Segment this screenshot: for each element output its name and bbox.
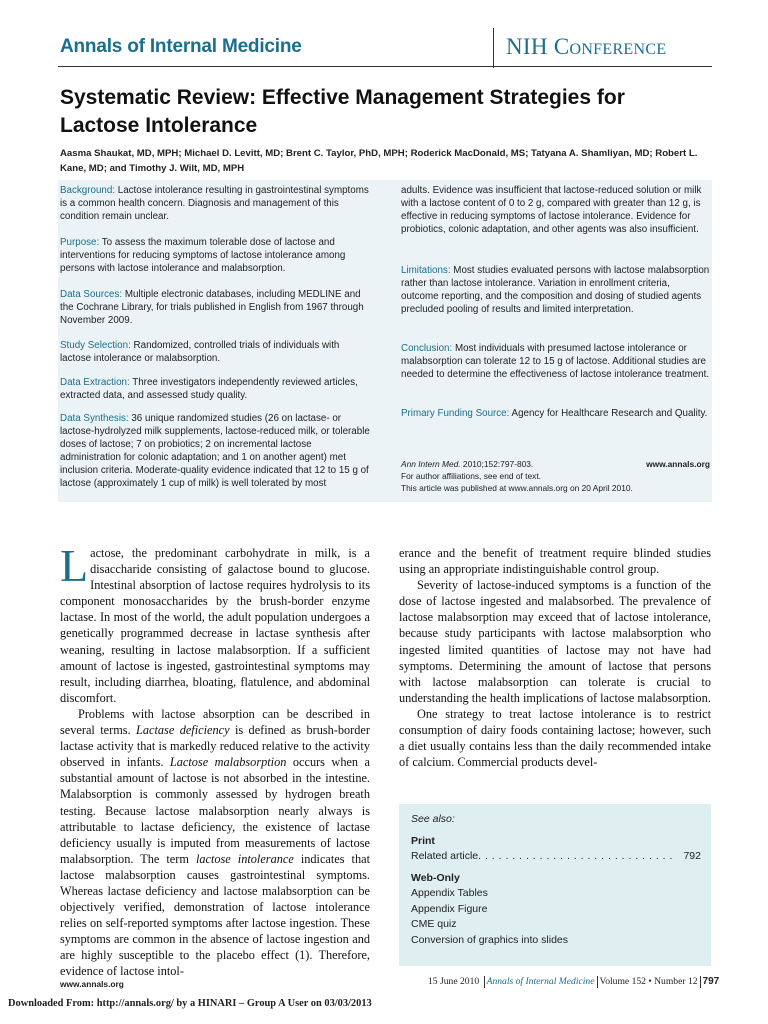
- abstract-limitations: [401, 264, 710, 316]
- abstract-purpose: [60, 236, 370, 275]
- footer-issue-info: [428, 976, 719, 988]
- study-selection-text: Randomized, controlled trials of individuals with lactose intolerance or malabsorption.: [60, 340, 340, 364]
- web-item-cme-quiz[interactable]: CME quiz: [411, 918, 457, 930]
- see-also-title: See also:: [411, 813, 455, 825]
- data-extraction-label: Data Extraction:: [60, 377, 130, 388]
- header-divider: [493, 28, 494, 68]
- citation-journal: Ann Intern Med.: [401, 459, 461, 469]
- header-rule: [58, 66, 712, 67]
- footer-date: 15 June 2010: [428, 976, 480, 988]
- term-lactose-malabsorption: Lactose malabsorption: [169, 755, 287, 770]
- related-article-link[interactable]: [411, 849, 701, 865]
- data-synthesis-label: Data Synthesis:: [60, 413, 129, 424]
- page-number: 797: [702, 976, 720, 988]
- abstract-background: [60, 184, 370, 223]
- footer-divider: [700, 976, 701, 988]
- background-label: Background:: [60, 185, 116, 196]
- conclusion-label: Conclusion:: [401, 343, 453, 354]
- journal-name: Annals of Internal Medicine: [60, 36, 302, 57]
- limitations-text: Most studies evaluated persons with lactose malabsorption rather than lactose intolerance. Variation in enrollment criteria, outcome reporting, and the composition and dosing of studied agents precluded pooling of results and limited interpretation.: [401, 265, 710, 315]
- drop-cap: L: [60, 540, 89, 591]
- author-list: Aasma Shaukat, MD, MPH; Michael D. Levitt, MD; Brent C. Taylor, PhD, MPH; Roderick MacDonald, MS; Tatyana A. Shamliyan, MD; Robert L. Kane, MD; and Timothy J. Wilt, MD, MPH: [60, 148, 698, 174]
- body-column-right: [399, 545, 711, 770]
- body-paragraph-r3: One strategy to treat lactose intolerance is to restrict consumption of dairy foods containing lactose; however, such a diet usually contains less than the daily recommended intake of calcium. Commercial products devel-: [399, 706, 711, 770]
- abstract-funding: [401, 407, 710, 420]
- footer-journal: Annals of Internal Medicine: [486, 976, 595, 988]
- body-column-left: [60, 540, 371, 980]
- citation-ref: 2010;152:797-803.: [462, 459, 534, 469]
- related-article-page: 792: [683, 850, 701, 862]
- data-synthesis-text-left: 36 unique randomized studies (26 on lactase- or lactose-hydrolyzed milk supplements, lactose-reduced milk, or tolerable doses of lactose; 7 on probiotics; 2 on incremental lactose administration for colonic adaptation; and 1 on another agent) met inclusion criteria. Moderate-quality evidence indicated that 12 to 15 g of lactose (approximately 1 cup of milk) is well tolerated by most: [60, 413, 370, 489]
- abstract-conclusion: [401, 342, 710, 381]
- abstract-data-sources: [60, 288, 370, 327]
- limitations-label: Limitations:: [401, 265, 451, 276]
- abstract-data-synthesis: [60, 412, 370, 490]
- purpose-label: Purpose:: [60, 237, 100, 248]
- footer-divider: [484, 976, 485, 988]
- abstract-study-selection: [60, 339, 370, 365]
- p2-b: is defined as brush-border lactase activity that is markedly reduced relative to the activity observed in infants.: [60, 723, 370, 770]
- related-article-label: Related article. . . . . . . . . . . . . . . . . . . . . . . . . . . . .: [411, 850, 673, 862]
- see-also-box: [399, 804, 711, 966]
- purpose-text: To assess the maximum tolerable dose of lactose and interventions for reducing symptoms of lactose intolerance among persons with lactose intolerance and malabsorption.: [60, 237, 346, 274]
- web-only-heading: Web-Only: [411, 871, 460, 884]
- body-paragraph-r2: Severity of lactose-induced symptoms is a function of the dose of lactose ingested and malabsorbed. The prevalence of lactose malabsorption may exceed that of lactose intolerance, because study participants with lactose malabsorption who ingested limited quantities of lactose may not have had symptoms. Determining the amount of lactose that persons with lactose malabsorption can tolerate is crucial to understanding the health implications of lactose malabsorption.: [399, 578, 711, 705]
- citation-url[interactable]: www.annals.org: [646, 459, 710, 469]
- p2-c: occurs when a substantial amount of lactose is not absorbed in the intestine. Malabsorption is commonly assessed by hydrogen breath testing. Because lactose malabsorption nearly always is attributable to lactase deficiency, the existence of lactase deficiency usually is imputed from measurements of lactose malabsorption. The term: [60, 755, 371, 866]
- study-selection-label: Study Selection:: [60, 340, 131, 351]
- section-label: NIH Conference: [506, 34, 667, 59]
- citation-published: This article was published at www.annals.org on 20 April 2010.: [401, 483, 633, 493]
- footer-volume: Volume 152 • Number 12: [599, 976, 698, 988]
- web-item-appendix-tables[interactable]: Appendix Tables: [411, 887, 488, 899]
- paragraph-1-text: actose, the predominant carbohydrate in milk, is a disaccharide consisting of galactose bound to glucose. Intestinal absorption of lactose requires hydrolysis to its component monosaccharides by the brush-border enzyme lactase. In most of the world, the adult population undergoes a genetically programmed decrease in lactase synthesis after weaning, resulting in lactose malabsorption. If a sufficient amount of lactose is ingested, gastrointestinal symptoms may result, including diarrhea, bloating, flatulence, and abdominal discomfort.: [60, 546, 370, 705]
- web-item-graphics-conversion[interactable]: Conversion of graphics into slides: [411, 933, 568, 946]
- footer-url[interactable]: www.annals.org: [60, 979, 124, 989]
- data-sources-text: Multiple electronic databases, including MEDLINE and the Cochrane Library, for trials published in English from 1967 through November 2009.: [60, 289, 364, 326]
- data-synthesis-continued: adults. Evidence was insufficient that lactose-reduced solution or milk with a lactose content of 0 to 2 g, compared with greater than 12 g, is effective in reducing symptoms of lactose intolerance. Evidence for probiotics, colonic adaptation, and other agents was also insufficient.: [401, 185, 702, 235]
- print-heading: Print: [411, 834, 435, 847]
- p2-a: Problems with lactose absorption can be described in several terms.: [60, 706, 370, 738]
- article-title: Systematic Review: Effective Management Strategies for Lactose Intolerance: [60, 86, 625, 137]
- term-lactase-deficiency: Lactase deficiency: [136, 723, 230, 738]
- body-paragraph-1: [60, 540, 370, 706]
- conclusion-text: Most individuals with presumed lactose intolerance or malabsorption can tolerate 12 to 15 g of lactose. Additional studies are needed to determine the effectiveness of lactose intolerance treatment.: [401, 343, 710, 380]
- abstract-data-extraction: [60, 376, 370, 402]
- citation-block: [401, 458, 710, 494]
- citation-affiliations: For author affiliations, see end of text.: [401, 471, 541, 481]
- web-item-appendix-figure[interactable]: Appendix Figure: [411, 902, 488, 915]
- data-extraction-text: Three investigators independently reviewed articles, extracted data, and assessed study quality.: [60, 377, 358, 401]
- funding-label: Primary Funding Source:: [401, 408, 510, 419]
- download-notice: Downloaded From: http://annals.org/ by a HINARI – Group A User on 03/03/2013: [8, 998, 372, 1009]
- funding-text: Agency for Healthcare Research and Quality.: [511, 408, 708, 419]
- body-paragraph-r1: erance and the benefit of treatment require blinded studies using an appropriate indistinguishable control group.: [399, 546, 711, 577]
- data-sources-label: Data Sources:: [60, 289, 123, 300]
- body-paragraph-2: [60, 706, 370, 980]
- term-lactose-intolerance: lactose intolerance: [195, 851, 294, 866]
- footer-divider: [597, 976, 598, 988]
- background-text: Lactose intolerance resulting in gastrointestinal symptoms is a common health concern. Diagnosis and management of this condition remain unclear.: [60, 185, 369, 222]
- p2-d: indicates that lactose malabsorption causes gastrointestinal symptoms. Whereas lactase deficiency and lactose malabsorption can be objectively verified, demonstration of lactose intolerance relies on self-reported symptoms after lactose ingestion. These symptoms are common in the absence of lactose ingestion and are highly susceptible to the placebo effect (1). Therefore, evidence of lactose intol-: [60, 851, 370, 979]
